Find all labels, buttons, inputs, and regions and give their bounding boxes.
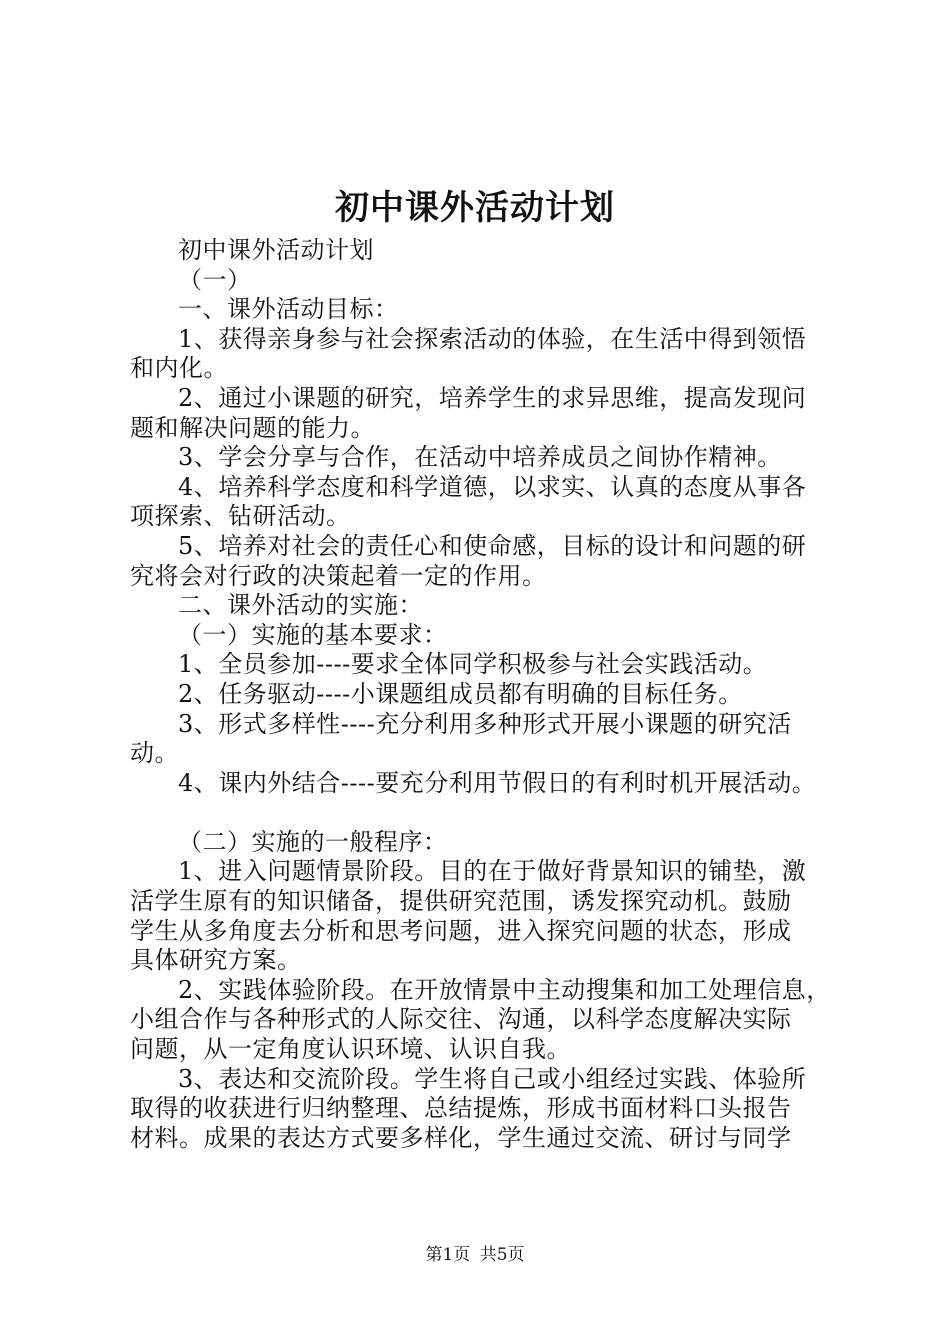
text-line: 3、表达和交流阶段。学生将自己或小组经过实践、体验所 [178, 1064, 807, 1093]
text-line: 小组合作与各种形式的人际交往、沟通，以科学态度解决实际 [130, 1005, 792, 1034]
text-line: （一）实施的基本要求： [178, 620, 448, 649]
text-line: 5、培养对社会的责任心和使命感，目标的设计和问题的研 [178, 531, 807, 560]
text-line: 取得的收获进行归纳整理、总结提炼，形成书面材料口头报告 [130, 1094, 792, 1123]
text-line: 学生从多角度去分析和思考问题，进入探究问题的状态，形成 [130, 916, 792, 945]
page-footer [0, 1244, 950, 1266]
text-line: 问题，从一定角度认识环境、认识自我。 [130, 1035, 571, 1064]
text-line: 究将会对行政的决策起着一定的作用。 [130, 561, 547, 590]
text-line: 1、全员参加----要求全体同学积极参与社会实践活动。 [178, 650, 768, 679]
text-line: （一） [178, 265, 252, 294]
text-line: 具体研究方案。 [130, 946, 302, 975]
text-line: 动。 [130, 739, 179, 768]
text-line: 项探索、钻研活动。 [130, 502, 351, 531]
text-line: 材料。成果的表达方式要多样化，学生通过交流、研讨与同学 [130, 1123, 792, 1152]
page-title: 初中课外活动计划 [335, 188, 615, 228]
text-line: 题和解决问题的能力。 [130, 413, 375, 442]
text-line: 2、通过小课题的研究，培养学生的求异思维，提高发现问 [178, 383, 807, 412]
text-line: （二）实施的一般程序： [178, 827, 448, 856]
text-line: 和内化。 [130, 354, 228, 383]
text-line: 4、课内外结合----要充分利用节假日的有利时机开展活动。 [178, 768, 817, 797]
page-total: 共5页 [479, 1245, 525, 1265]
blank-line [130, 798, 835, 828]
text-line: 3、形式多样性----充分利用多种形式开展小课题的研究活 [178, 709, 792, 738]
text-line: 二、课外活动的实施： [178, 591, 423, 620]
text-line: 2、任务驱动----小课题组成员都有明确的目标任务。 [178, 679, 743, 708]
text-line: 一、课外活动目标： [178, 295, 399, 324]
text-line: 3、学会分享与合作，在活动中培养成员之间协作精神。 [178, 443, 782, 472]
page-number: 第1页 [425, 1245, 471, 1265]
text-line: 1、进入问题情景阶段。目的在于做好背景知识的铺垫，激 [178, 857, 807, 886]
text-line: 初中课外活动计划 [178, 236, 374, 264]
text-line: 活学生原有的知识储备，提供研究范围，诱发探究动机。鼓励 [130, 887, 792, 916]
document-body [130, 236, 835, 1153]
text-line: 2、实践体验阶段。在开放情景中主动搜集和加工处理信息， [178, 975, 831, 1004]
text-line: 4、培养科学态度和科学道德，以求实、认真的态度从事各 [178, 472, 807, 501]
text-line: 1、获得亲身参与社会探索活动的体验，在生活中得到领悟 [178, 324, 807, 353]
